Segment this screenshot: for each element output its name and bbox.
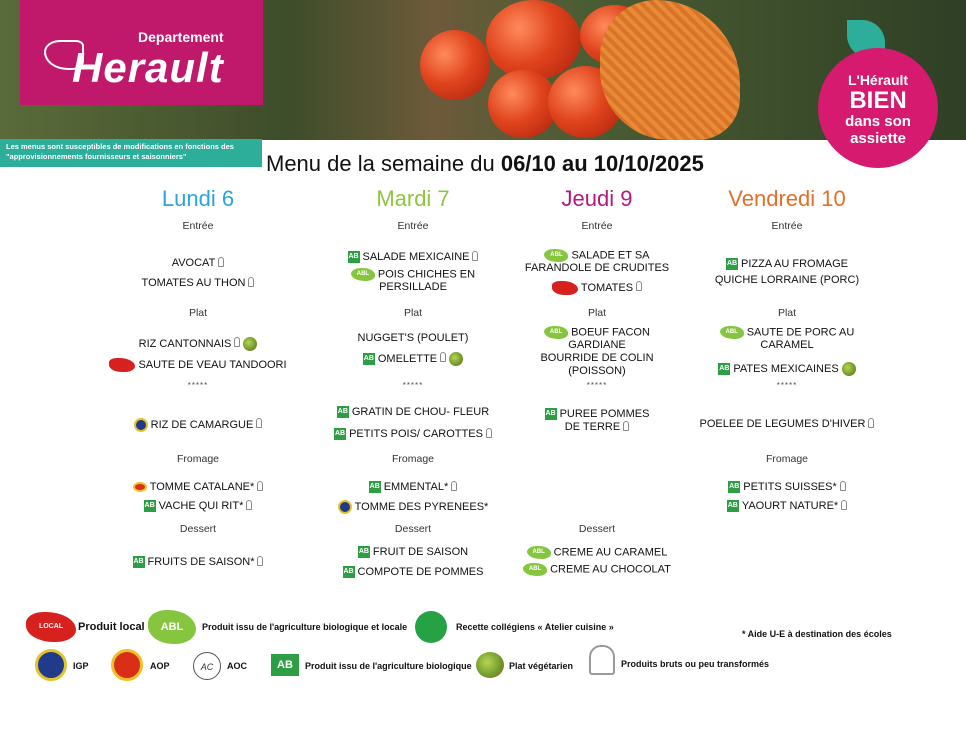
section-entree: Entrée [182,220,214,232]
tomato-image [486,0,581,80]
menu-item: ABL CREME AU CHOCOLAT [482,563,712,576]
glove-image [600,0,740,140]
title-prefix: Menu de la semaine du [266,151,501,176]
brand-line-2: BIEN [849,87,907,114]
section-fromage: Fromage [176,453,219,465]
logo-departement-text: Departement [138,29,224,45]
ab-organic-icon: AB [363,353,375,365]
ab-organic-icon: AB [271,654,299,676]
menu-item: QUICHE LORRAINE (PORC) [714,274,860,286]
day-title: Vendredi 10 [728,186,846,211]
menu-item: AB FRUITS DE SAISON* [83,556,313,569]
legend-aide-ue: * Aide U-E à destination des écoles [742,629,892,639]
atelier-cuisine-icon [415,611,447,643]
menu-item: TOMME DES PYRENEES* [298,500,528,514]
menu-item: AB PIZZA AU FROMAGE [726,258,848,270]
menu-item: AB PETITS POIS/ CAROTTES [298,428,528,441]
chef-hat-icon [636,281,642,291]
legend-veg: Plat végétarien [509,661,574,671]
menu-item: RIZ CANTONNAIS [83,337,313,351]
title-dates: 06/10 au 10/10/2025 [500,151,704,176]
local-product-icon [109,358,135,372]
legend-abl: Produit issu de l'agriculture biologique et locale [202,622,408,632]
ab-organic-icon: AB [728,481,740,493]
legend-local: Produit local [78,621,145,633]
separator: ***** [776,381,798,390]
chef-hat-icon [248,277,254,287]
chef-hat-icon [589,645,615,675]
menu-item: ABL BOEUF FACON GARDIANE [482,326,712,352]
chef-hat-icon [440,352,446,362]
separator: ***** [402,381,424,390]
section-plat: Plat [188,307,208,319]
igp-label-icon [134,418,148,432]
page-title [266,151,704,177]
day-title: Jeudi 9 [561,186,633,211]
menu-item: AB EMMENTAL* [298,481,528,494]
aoc-label-icon: AC [193,652,221,680]
tomato-image [420,30,490,100]
local-product-icon: LOCAL [26,612,76,642]
brand-line-1: L'Hérault [847,72,909,88]
chef-hat-icon [623,421,629,431]
ab-organic-icon: AB [348,251,360,263]
vegetarian-icon [842,362,856,376]
menu-item: TOMATES AU THON [83,277,313,290]
brand-line-3: dans son [845,113,911,130]
brand-line-4: assiette [850,130,906,147]
menu-item: BOURRIDE DE COLIN (POISSON) [540,352,654,377]
menu-item: AB COMPOTE DE POMMES [343,566,484,578]
section-plat: Plat [403,307,423,319]
chef-hat-icon [840,481,846,491]
abl-organic-local-icon: ABL [148,610,196,644]
chef-hat-icon [257,481,263,491]
section-entree: Entrée [771,220,803,232]
menu-item: RIZ DE CAMARGUE [83,418,313,432]
vegetarian-icon [449,352,463,366]
abl-organic-local-icon: ABL [351,268,375,281]
chef-hat-icon [451,481,457,491]
supply-notice: Les menus sont susceptibles de modifications en fonctions des "approvisionnements fournisseurs et saisonniers" [0,139,262,167]
chef-hat-icon [218,257,224,267]
legend-cuisine: Recette collégiens « Atelier cuisine » [456,622,614,632]
local-product-icon [552,281,578,295]
section-entree: Entrée [397,220,429,232]
day-title: Lundi 6 [161,186,235,211]
menu-item: AB PETITS SUISSES* [672,481,902,494]
ab-organic-icon: AB [727,500,739,512]
menu-item: TOMATES [482,281,712,295]
chef-hat-icon [246,500,252,510]
menu-item: NUGGET'S (POULET) [357,332,469,344]
section-dessert: Dessert [394,523,432,535]
section-dessert: Dessert [578,523,616,535]
ab-organic-icon: AB [358,546,370,558]
separator: ***** [586,381,608,390]
menu-item: AB VACHE QUI RIT* [83,500,313,513]
igp-label-icon [35,649,67,681]
menu-item: SAUTE DE VEAU TANDOORI [83,358,313,372]
menu-item: AB YAOURT NATURE* [672,500,902,513]
legend-aop: AOP [150,661,170,671]
ab-organic-icon: AB [334,428,346,440]
legend-aoc: AOC [227,661,247,671]
abl-organic-local-icon: ABL [544,249,568,262]
abl-organic-local-icon: ABL [527,546,551,559]
section-plat: Plat [587,307,607,319]
abl-organic-local-icon: ABL [544,326,568,339]
menu-item: AB PATES MEXICAINES [672,362,902,376]
chef-hat-icon [256,418,262,428]
vegetarian-icon [476,652,504,678]
menu-item: ABL SALADE ET SA FARANDOLE DE CRUDITES [524,249,670,275]
day-title: Mardi 7 [376,186,450,211]
section-dessert: Dessert [179,523,217,535]
ab-organic-icon: AB [369,481,381,493]
chef-hat-icon [868,418,874,428]
chef-hat-icon [841,500,847,510]
section-fromage: Fromage [391,453,434,465]
section-plat: Plat [777,307,797,319]
ab-organic-icon: AB [726,258,738,270]
menu-item: AB PUREE POMMES DE TERRE [545,408,650,433]
vegetarian-icon [243,337,257,351]
menu-item: AB FRUIT DE SAISON [358,546,469,558]
legend-igp: IGP [73,661,89,671]
menu-item: ABL CREME AU CARAMEL [482,546,712,559]
legend-bruts: Produits bruts ou peu transformés [621,659,770,669]
menu-item: AB GRATIN DE CHOU- FLEUR [337,406,490,418]
abl-organic-local-icon: ABL [720,326,744,339]
ab-organic-icon: AB [133,556,145,568]
separator: ***** [187,381,209,390]
chef-hat-icon [234,337,240,347]
ab-organic-icon: AB [343,566,355,578]
logo-herault-text: Herault [72,44,224,91]
menu-item: POELEE DE LEGUMES D'HIVER [672,418,902,431]
menu-item: AB SALADE MEXICAINE [298,251,528,264]
menu-item: ABL POIS CHICHES EN PERSILLADE [298,268,528,294]
menu-item: ABL SAUTE DE PORC AU CARAMEL [672,326,902,352]
chef-hat-icon [472,251,478,261]
ab-organic-icon: AB [545,408,557,420]
menu-item: TOMME CATALANE* [83,481,313,494]
ab-organic-icon: AB [144,500,156,512]
igp-label-icon [338,500,352,514]
aop-label-icon [111,649,143,681]
brand-badge [818,48,938,168]
section-entree: Entrée [581,220,613,232]
chef-hat-icon [257,556,263,566]
ab-organic-icon: AB [337,406,349,418]
menu-item: AB OMELETTE [298,352,528,366]
abl-organic-local-icon: ABL [523,563,547,576]
ab-organic-icon: AB [718,363,730,375]
aop-label-icon [133,482,147,492]
legend-ab: Produit issu de l'agriculture biologique [305,661,472,671]
menu-item: AVOCAT [83,257,313,270]
section-fromage: Fromage [765,453,808,465]
